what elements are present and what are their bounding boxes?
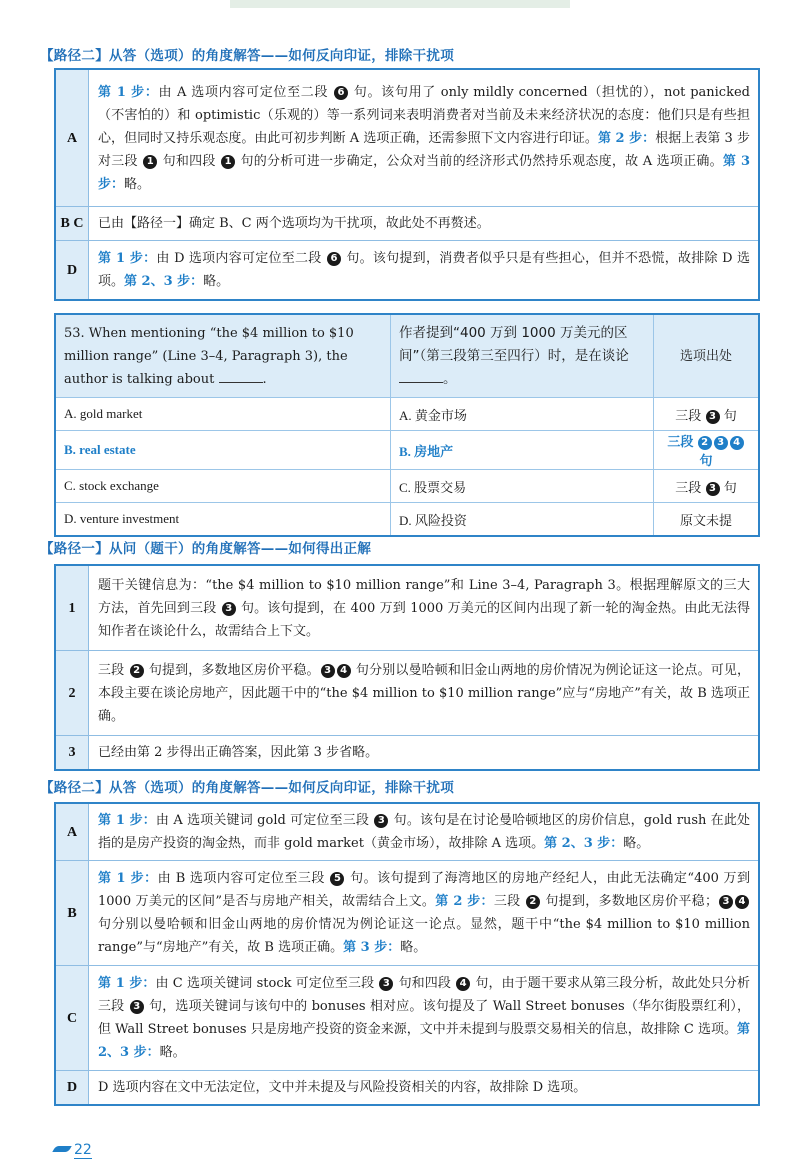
body-text: 句和四段: [158, 153, 221, 169]
body-text: 句和四段: [394, 976, 456, 991]
option-row: [55, 398, 759, 431]
row-text: [89, 241, 760, 301]
top-decoration-bar: [230, 0, 570, 8]
circled-number-5: 5: [330, 872, 344, 886]
answer-blank: [219, 370, 263, 383]
table-row: [55, 803, 759, 861]
source-header: 选项出处: [654, 314, 760, 398]
step-label: 第 1 步：: [98, 976, 156, 991]
body-text: 题干关键信息为：“the $4 million to $10 million range”和 Line 3–4, Paragraph 3。根据理解原文的三大方法，首先回到三段: [98, 577, 750, 616]
step-label: 第 2、3 步：: [544, 836, 624, 851]
circled-number-3: 3: [374, 814, 388, 828]
body-text: 句。该句提到，消费者似乎只是有些担心，但并不恐慌，故排除 D 选项。: [98, 251, 750, 289]
option-source: [654, 470, 760, 503]
circled-number-3: 3: [130, 1000, 144, 1014]
question-english-suffix: .: [262, 371, 267, 387]
step-label: 第 3 步：: [343, 940, 401, 955]
row-text: [89, 861, 760, 966]
body-text: 句。该句用了 only mildly concerned（担忧的），not panicked（不害怕的）和 optimistic（乐观的）等一系列词来表明消费者对当前及未来经济状况的态度：他们只是有些担心，但同时又持乐观态度。由此可初步判断 A 选项正确，还需参照下文内容进行印证。: [98, 84, 750, 146]
body-text: D 选项内容在文中无法定位，文中并未提及与风险投资相关的内容，故排除 D 选项。: [98, 1080, 587, 1095]
body-text: 句。该句提到了海湾地区的房地产经纪人，由此无法确定“400 万到 1000 万美元的区间”是否与房地产相关，故需结合上文。: [98, 871, 751, 909]
step-label: 第 3 步：: [98, 153, 751, 192]
body-text: 句分别以曼哈顿和旧金山两地的房价情况为例论证这一论点。显然，题干中“the $4 million to $10 million range”与“房地产”有关，故 B 选项正确。: [98, 917, 750, 955]
body-text: 由 C 选项关键词 stock 可定位至三段: [155, 976, 379, 991]
body-text: 根据上表第 3 步对三段: [98, 130, 750, 169]
question-header-row: [55, 314, 759, 398]
table-row: [55, 966, 759, 1071]
row-text: [89, 736, 760, 771]
step-label: 第 1 步：: [98, 871, 158, 886]
body-text: 句提到，多数地区房价平稳。: [144, 662, 320, 678]
row-label: D: [55, 241, 89, 301]
step-label: 第 2 步：: [597, 130, 656, 146]
option-chinese: B. 房地产: [391, 431, 654, 470]
circled-number-4: 4: [337, 664, 351, 678]
pen-icon: [52, 1146, 71, 1152]
row-text: [89, 803, 760, 861]
source-paragraph: 三段: [675, 479, 702, 495]
section-title-path1: 【路径一】从问（题干）的角度解答——如何得出正解: [40, 541, 372, 557]
question-english: [55, 314, 391, 398]
row-text: [89, 69, 760, 207]
analysis-table-path2-q52: [54, 68, 760, 301]
source-suffix: 句: [720, 479, 737, 495]
body-text: 略。: [124, 176, 151, 192]
question-chinese-suffix: 。: [443, 370, 457, 387]
option-english: A. gold market: [55, 398, 391, 431]
circled-number-3: 3: [719, 895, 733, 909]
table-row: [55, 241, 759, 301]
source-suffix: 句: [720, 407, 737, 423]
step-label: 第 1 步：: [98, 84, 159, 100]
step-label: 第 2 步：: [435, 894, 494, 909]
body-text: 三段: [493, 894, 525, 909]
table-row: [55, 207, 759, 241]
row-text: [89, 565, 760, 651]
page-number: [54, 1142, 92, 1158]
circled-number-3: 3: [706, 410, 720, 424]
circled-number-4: 4: [735, 895, 749, 909]
circled-number-2: 2: [698, 436, 712, 450]
body-text: 三段: [98, 662, 129, 678]
circled-number-2: 2: [130, 664, 144, 678]
circled-number-4: 4: [730, 436, 744, 450]
question-chinese-text: 作者提到“400 万到 1000 万美元的区间”（第三段第三至四行）时，是在谈论: [399, 324, 629, 364]
option-chinese: C. 股票交易: [391, 470, 654, 503]
question-chinese: [391, 314, 654, 398]
option-row: [55, 470, 759, 503]
body-text: 已由【路径一】确定 B、C 两个选项均为干扰项，故此处不再赘述。: [98, 216, 490, 231]
option-chinese: D. 风险投资: [391, 503, 654, 537]
row-label: 3: [55, 736, 89, 771]
body-text: 略。: [623, 836, 650, 851]
source-paragraph: 三段: [675, 407, 702, 423]
row-label: 2: [55, 651, 89, 736]
circled-number-1: 1: [221, 155, 235, 169]
body-text: 由 A 选项关键词 gold 可定位至三段: [155, 813, 374, 828]
row-text: [89, 1071, 760, 1106]
analysis-table-path1: [54, 564, 760, 771]
row-label: C: [55, 966, 89, 1071]
option-english: B. real estate: [55, 431, 391, 470]
step-label: 第 2、3 步：: [124, 274, 204, 289]
body-text: 句提到，多数地区房价平稳；: [540, 894, 718, 909]
circled-number-3: 3: [706, 482, 720, 496]
circled-number-3: 3: [222, 602, 236, 616]
circled-number-4: 4: [456, 977, 470, 991]
row-label: 1: [55, 565, 89, 651]
body-text: 句，由于题干要求从第三段分析，故此处只分析三段: [98, 976, 750, 1014]
row-label: A: [55, 803, 89, 861]
option-row: [55, 503, 759, 537]
body-text: 由 D 选项内容可定位至二段: [156, 251, 326, 266]
table-row: [55, 861, 759, 966]
body-text: 句。该句提到，在 400 万到 1000 万美元的区间内出现了新一轮的淘金热。由此无法得知作者在谈论什么，故需结合上下文。: [98, 600, 750, 639]
body-text: 略。: [203, 274, 230, 289]
analysis-table-path2-q53: [54, 802, 760, 1106]
step-label: 第 1 步：: [98, 251, 157, 266]
step-label: 第 2、3 步：: [98, 1022, 750, 1060]
option-source: [654, 398, 760, 431]
source-suffix: 句: [699, 453, 713, 468]
body-text: 句，选项关键词与该句中的 bonuses 相对应。该句提及了 Wall Street bonuses（华尔街股票红利），但 Wall Street bonuses 只是房地产投资的资金来源，文中并未提到与股票交易相关的信息，故排除 C 选项。: [98, 999, 750, 1037]
row-text: [89, 966, 760, 1071]
table-row: [55, 651, 759, 736]
body-text: 由 B 选项内容可定位至三段: [157, 871, 330, 886]
table-row: [55, 736, 759, 771]
section-title-path2-q53: 【路径二】从答（选项）的角度解答——如何反向印证，排除干扰项: [40, 780, 454, 796]
row-label: B C: [55, 207, 89, 241]
option-english: D. venture investment: [55, 503, 391, 537]
row-text: [89, 651, 760, 736]
question-english-text: 53. When mentioning “the $4 million to $10 million range” (Line 3–4, Paragraph 3), the author is talking about: [64, 325, 354, 387]
table-row: [55, 69, 759, 207]
circled-number-6: 6: [334, 86, 348, 100]
row-text: [89, 207, 760, 241]
step-label: 第 1 步：: [98, 813, 156, 828]
body-text: 已经由第 2 步得出正确答案，因此第 3 步省略。: [98, 745, 379, 760]
body-text: 句。该句是在讨论曼哈顿地区的房价信息，gold rush 在此处指的是房产投资的淘金热，而非 gold market（黄金市场），故排除 A 选项。: [98, 813, 750, 851]
circled-number-1: 1: [143, 155, 157, 169]
circled-number-3: 3: [714, 436, 728, 450]
row-label: B: [55, 861, 89, 966]
page-number-text: 22: [74, 1142, 92, 1158]
option-english: C. stock exchange: [55, 470, 391, 503]
option-chinese: A. 黄金市场: [391, 398, 654, 431]
source-paragraph: 原文未提: [679, 512, 732, 528]
body-text: 略。: [159, 1045, 186, 1060]
source-paragraph: 三段: [667, 434, 694, 449]
question-table: [54, 313, 760, 537]
circled-number-2: 2: [526, 895, 540, 909]
row-label: A: [55, 69, 89, 207]
body-text: 由 A 选项内容可定位至二段: [158, 84, 333, 100]
table-row: [55, 565, 759, 651]
body-text: 句的分析可进一步确定，公众对当前的经济形式仍然持乐观态度，故 A 选项正确。: [236, 153, 723, 169]
option-source: [654, 431, 760, 470]
option-row: [55, 431, 759, 470]
table-row: [55, 1071, 759, 1106]
answer-blank: [399, 370, 443, 383]
body-text: 句分别以曼哈顿和旧金山两地的房价情况为例论证这一论点。可见，本段主要在谈论房地产，因此题干中的“the $4 million to $10 million range”应与“房地产”有关，故 B 选项正确。: [98, 662, 750, 724]
section-title-path2-q52: 【路径二】从答（选项）的角度解答——如何反向印证，排除干扰项: [40, 48, 454, 64]
circled-number-6: 6: [327, 252, 341, 266]
option-source: [654, 503, 760, 537]
circled-number-3: 3: [379, 977, 393, 991]
row-label: D: [55, 1071, 89, 1106]
body-text: 略。: [400, 940, 427, 955]
circled-number-3: 3: [321, 664, 335, 678]
